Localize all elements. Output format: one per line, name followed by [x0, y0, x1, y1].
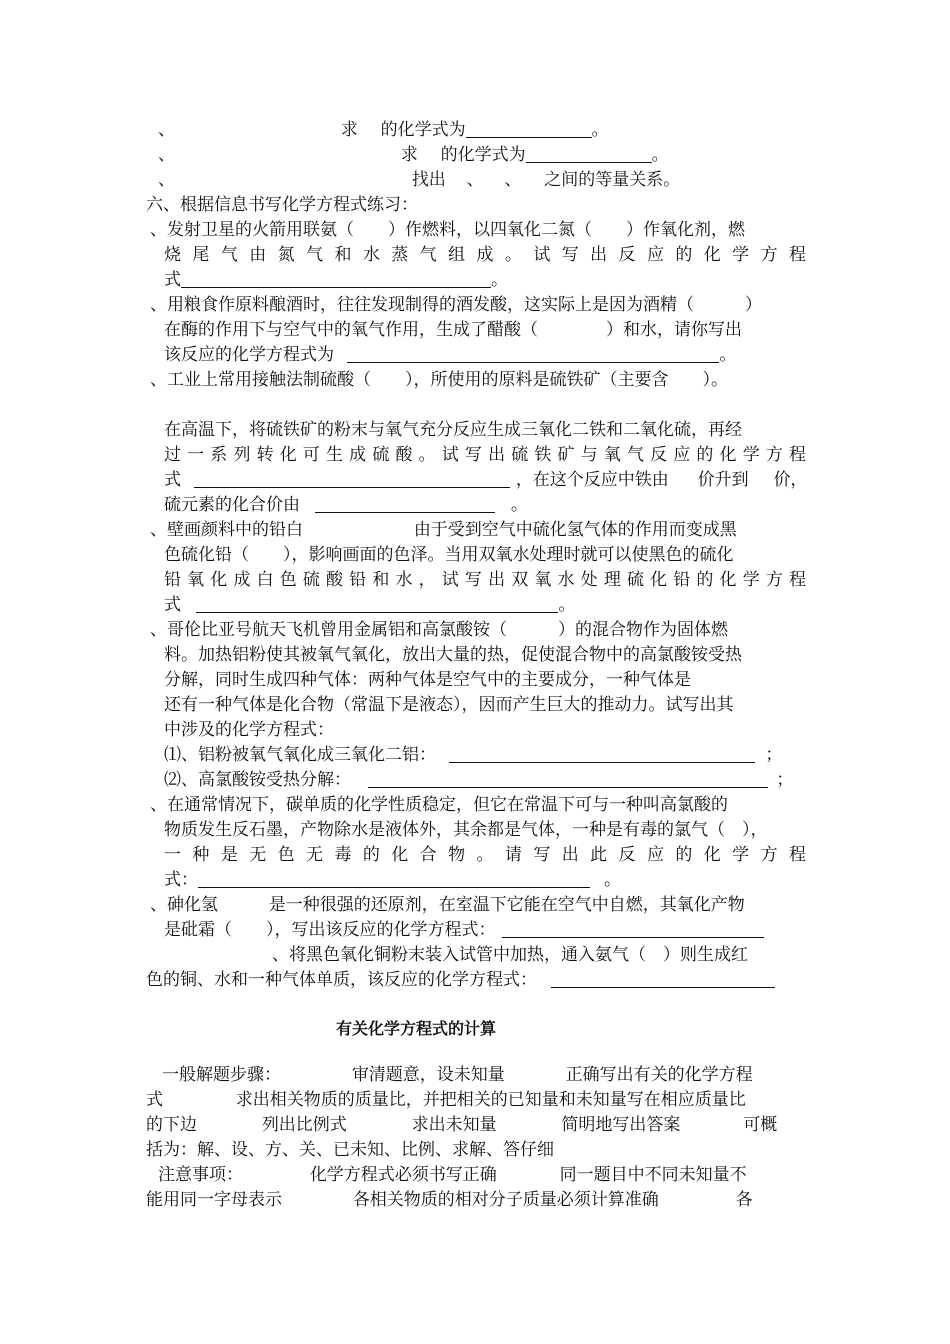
q7-line-1 — [150, 893, 745, 917]
text: 求出未知量 — [411, 1115, 497, 1135]
q4-line-2: 色硫化铅（ ），影响画面的色泽。当用双氧水处理时就可以使黑色的硫化 — [164, 545, 734, 565]
q2-line-2: 在酶的作用下与空气中的氧气作用，生成了醋酸（ ）和水，请你写出 — [164, 320, 742, 340]
text: 找出 — [411, 170, 446, 190]
q3-line-4 — [164, 468, 807, 492]
text: 各 — [735, 1190, 753, 1210]
text: 的下边 — [146, 1115, 197, 1135]
answer-blank[interactable] — [194, 469, 510, 488]
q5-sub-2 — [164, 768, 793, 792]
q3-line-3: 过一系列转化可生成硫酸。试写出硫铁矿与氧气反应的化学方程 — [164, 445, 806, 465]
text: 。 — [558, 595, 576, 615]
text: 各相关物质的相对分子质量必须计算准确 — [352, 1190, 659, 1210]
notes-line-1 — [146, 1163, 747, 1187]
text: 列出比例式 — [261, 1115, 347, 1135]
text: 正确写出有关的化学方程 — [565, 1065, 753, 1085]
text: 、 — [466, 170, 484, 190]
text: 式： — [164, 870, 198, 890]
text: 是一种很强的还原剂，在室温下它能在空气中自燃，其氧化产物 — [268, 895, 745, 915]
text: 硫元素的化合价由 — [164, 495, 300, 515]
q4-line-1 — [150, 518, 737, 542]
line-2 — [158, 143, 669, 167]
text: 式 — [164, 470, 181, 490]
section-heading: 有关化学方程式的计算 — [336, 1019, 497, 1038]
q6-line-3: 一种是无色无毒的化合物。请写出此反应的化学方程 — [164, 845, 806, 865]
line-1 — [158, 118, 609, 142]
q4-line-3: 铅氧化成白色硫酸铅和水，试写出双氧水处理硫化铅的化学方程 — [164, 570, 806, 590]
text: 能用同一字母表示 — [146, 1190, 282, 1210]
text: 式 — [146, 1090, 163, 1110]
answer-blank[interactable] — [315, 494, 495, 513]
answer-blank[interactable] — [466, 119, 592, 138]
text: 、 — [504, 170, 522, 190]
text: 。 — [491, 270, 508, 290]
text: 求出相关物质的质量比，并把相关的已知量和未知量写在相应质量比 — [235, 1090, 746, 1110]
q6-line-2: 物质发生反石墨，产物除水是液体外，其余都是气体，一种是有毒的氯气（ ）， — [164, 820, 768, 840]
text: 。 — [591, 120, 609, 140]
q2-line-1: 、用粮食作原料酿酒时，往往发现制得的酒发酸，这实际上是因为酒精（ ） — [150, 295, 762, 315]
text: 、 — [158, 145, 175, 165]
text: 审清题意，设未知量 — [351, 1065, 505, 1085]
steps-line-2 — [146, 1088, 746, 1112]
text: 。 — [651, 145, 669, 165]
text: 化学方程式必须书写正确 — [309, 1165, 497, 1185]
text: ⑴、铝粉被氧气氧化成三氧化二铝： — [164, 745, 436, 765]
text: 色的铜、水和一种气体单质，该反应的化学方程式： — [146, 970, 537, 990]
text: 。 — [719, 345, 737, 365]
text: 注意事项： — [158, 1165, 243, 1185]
text: ⑵、高氯酸铵受热分解： — [164, 770, 351, 790]
answer-blank[interactable] — [181, 269, 491, 288]
answer-blank[interactable] — [449, 744, 755, 763]
q1-line-3 — [164, 268, 508, 292]
steps-line-4: 括为：解、设、方、关、已未知、比例、求解、答仔细 — [146, 1140, 554, 1160]
steps-line-3 — [146, 1113, 777, 1137]
q4-line-4 — [164, 593, 575, 617]
answer-blank[interactable] — [347, 344, 719, 363]
answer-blank[interactable] — [368, 769, 768, 788]
text: 。 — [510, 495, 528, 515]
q8-line-1: 、将黑色氧化铜粉末装入试管中加热，通入氨气（ ）则生成红 — [272, 945, 748, 965]
line-3 — [158, 168, 680, 192]
answer-blank[interactable] — [502, 919, 764, 938]
text: 、壁画颜料中的铅白 — [150, 520, 303, 540]
text: 一般解题步骤： — [162, 1065, 281, 1085]
text: 的化学式为 — [440, 145, 526, 165]
answer-blank[interactable] — [196, 594, 558, 613]
q3-line-2: 在高温下，将硫铁矿的粉末与氧气充分反应生成三氧化二铁和二氧化硫，再经 — [164, 420, 742, 440]
text: 之间的等量关系。 — [544, 170, 681, 190]
text: 式 — [164, 595, 181, 615]
text: 求 — [340, 120, 358, 140]
q5-line-1: 、哥伦比亚号航天飞机曾用金属铝和高氯酸铵（ ）的混合物作为固体燃 — [150, 620, 728, 640]
q1-line-1: 、发射卫星的火箭用联氨（ ）作燃料，以四氧化二氮（ ）作氧化剂，燃 — [150, 220, 745, 240]
answer-blank[interactable] — [198, 869, 590, 888]
steps-line-1 — [146, 1063, 806, 1087]
text: 。 — [604, 870, 621, 890]
notes-line-2 — [146, 1188, 753, 1212]
text: ，在这个反应中铁由 — [515, 470, 669, 490]
text: 的化学式为 — [380, 120, 466, 140]
text: 简明地写出答案 — [561, 1115, 681, 1135]
q6-line-4 — [164, 868, 621, 892]
text: ； — [776, 770, 794, 790]
text: 同一题目中不同未知量不 — [559, 1165, 747, 1185]
q5-sub-1 — [164, 743, 782, 767]
text: 价， — [773, 470, 808, 490]
q1-line-2: 烧尾气由氮气和水蒸气组成。试写出反应的化学方程 — [164, 245, 806, 265]
text: 、砷化氢 — [150, 895, 218, 915]
answer-blank[interactable] — [526, 144, 652, 163]
q3-line-5 — [164, 493, 528, 517]
q5-line-5: 中涉及的化学方程式： — [164, 720, 334, 740]
q5-line-3: 分解，同时生成四种气体：两种气体是空气中的主要成分，一种气体是 — [164, 670, 691, 690]
text: ； — [765, 745, 783, 765]
q5-line-2: 料。加热铝粉使其被氧气氧化，放出大量的热，促使混合物中的高氯酸铵受热 — [164, 645, 742, 665]
text: 该反应的化学方程式为 — [164, 345, 334, 365]
text: 、 — [158, 170, 175, 190]
q3-line-1: 、工业上常用接触法制硫酸（ ），所使用的原料是硫铁矿（主要含 ）。 — [150, 370, 728, 390]
text: 价升到 — [697, 470, 749, 490]
text: 由于受到空气中硫化氢气体的作用而变成黑 — [413, 520, 737, 540]
text: 是砒霜（ ），写出该反应的化学方程式： — [164, 920, 496, 940]
q7-line-2 — [164, 918, 764, 942]
text: 式 — [164, 270, 181, 290]
q6-line-1: 、在通常情况下，碳单质的化学性质稳定，但它在常温下可与一种叫高氯酸的 — [150, 795, 728, 815]
text: 、 — [158, 120, 175, 140]
answer-blank[interactable] — [551, 969, 775, 988]
q8-line-2 — [146, 968, 775, 992]
q5-line-4: 还有一种气体是化合物（常温下是液态），因而产生巨大的推动力。试写出其 — [164, 695, 734, 715]
text: 求 — [400, 145, 418, 165]
section-6-heading: 六、根据信息书写化学方程式练习： — [146, 195, 418, 215]
q2-line-3 — [164, 343, 736, 367]
text: 可概 — [743, 1115, 778, 1135]
